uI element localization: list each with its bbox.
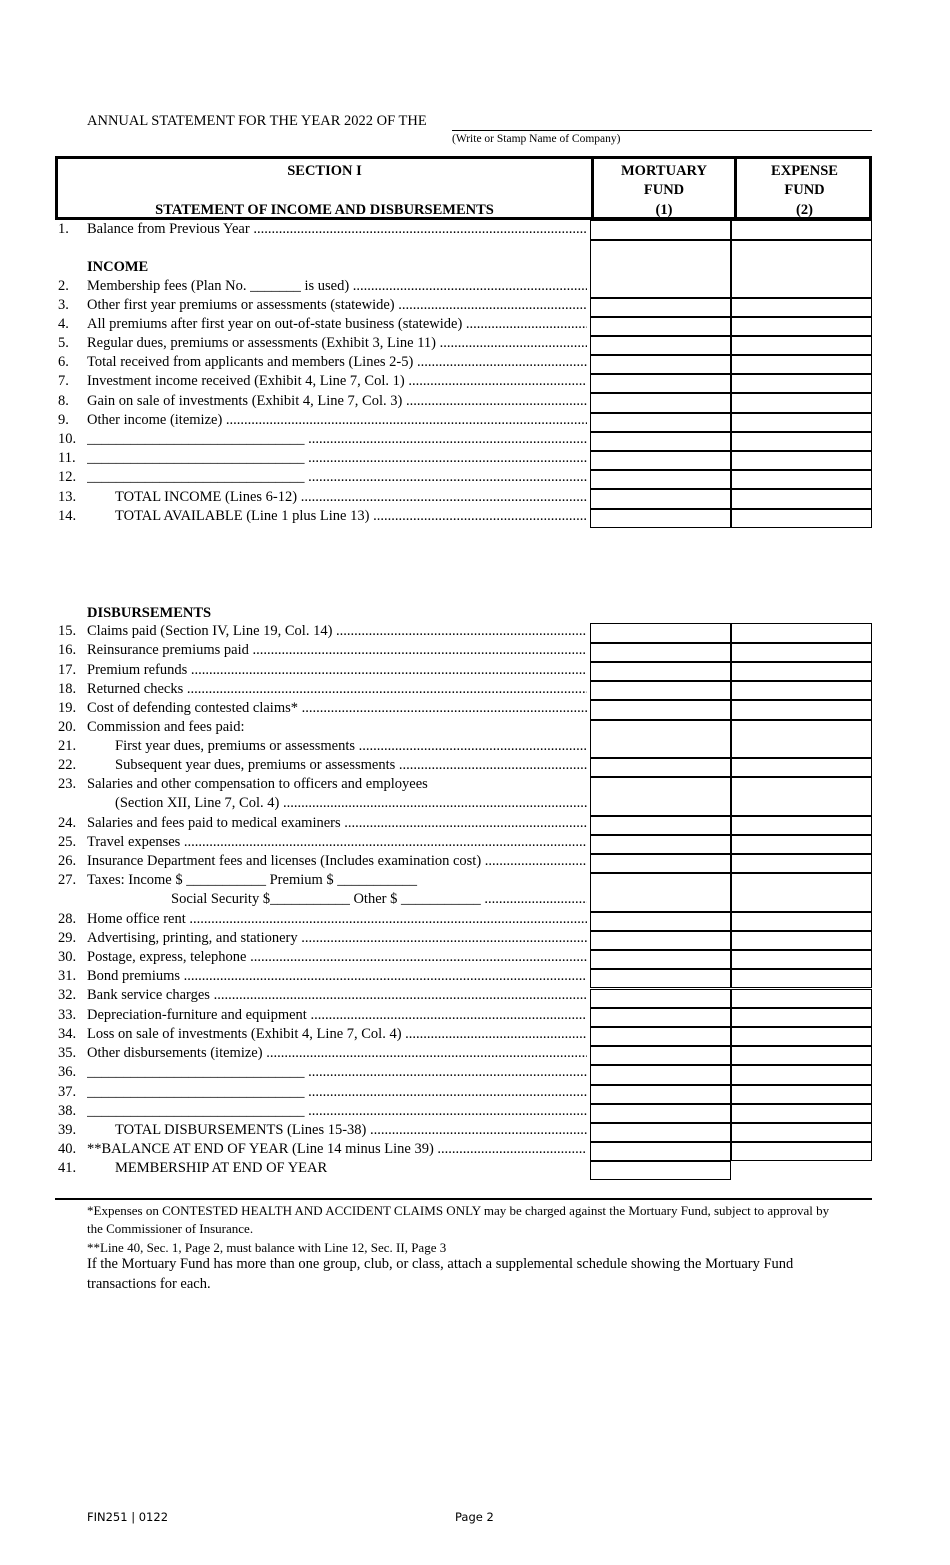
expense-fund-disbursement-cell[interactable] [731, 1008, 872, 1027]
mortuary-fund-disbursement-cell[interactable] [590, 758, 731, 777]
mortuary-fund-income-cell[interactable] [590, 509, 731, 528]
mortuary-fund-disbursement-cell[interactable] [590, 854, 731, 873]
expense-fund-disbursement-cell[interactable] [731, 1142, 872, 1161]
line-number: 34. [58, 1026, 77, 1042]
line-number: 8. [58, 393, 69, 409]
expense-fund-income-cell[interactable] [731, 355, 872, 374]
line-label: Gain on sale of investments (Exhibit 4, Line 7, Col. 3) ..... [87, 393, 587, 410]
line-number: 33. [58, 1007, 77, 1023]
line-label: TOTAL INCOME (Lines 6-12) ..... [115, 489, 587, 506]
line-number: 22. [58, 757, 77, 773]
expense-fund-income-cell[interactable] [731, 489, 872, 509]
line-label: ______________________________ ..... [87, 431, 587, 448]
expense-fund-income-cell[interactable] [731, 509, 872, 528]
line-number: 1. [58, 221, 69, 237]
line-label: Salaries and fees paid to medical examiners ..... [87, 815, 587, 832]
form-id: FIN251 | 0122 [87, 1510, 169, 1524]
expense-fund-disbursement-cell[interactable] [731, 1027, 872, 1046]
line-label: Membership fees (Plan No. _______ is used) ..... [87, 278, 587, 295]
disbursements-heading: DISBURSEMENTS [87, 605, 212, 621]
mortuary-fund-disbursement-cell[interactable] [590, 1104, 731, 1123]
expense-fund-disbursement-cell[interactable] [731, 1046, 872, 1065]
section-title: SECTION I [287, 163, 362, 179]
expense-fund-disbursement-cell[interactable] [731, 950, 872, 969]
mortuary-fund-income-cell[interactable] [590, 470, 731, 489]
line-label: Depreciation-furniture and equipment ..... [87, 1007, 587, 1024]
expense-fund-disbursement-cell[interactable] [731, 1123, 872, 1142]
line-label: Advertising, printing, and stationery ..... [87, 930, 587, 947]
mortuary-fund-disbursement-cell[interactable] [590, 1065, 731, 1085]
company-name-caption: (Write or Stamp Name of Company) [452, 133, 621, 145]
line-number: 24. [58, 815, 77, 831]
expense-fund-disbursement-cell[interactable] [731, 681, 872, 700]
mortuary-fund-disbursement-cell[interactable] [590, 950, 731, 969]
expense-fund-disbursement-cell[interactable] [731, 912, 872, 931]
mortuary-fund-disbursement-cell[interactable] [590, 969, 731, 988]
mortuary-fund-income-cell[interactable] [590, 374, 731, 393]
expense-fund-income-cell[interactable] [731, 432, 872, 451]
line-number: 4. [58, 316, 69, 332]
expense-fund-income-cell[interactable] [731, 336, 872, 355]
line-label: Total received from applicants and members (Lines 2-5) ..... [87, 354, 587, 371]
line-label: Postage, express, telephone ..... [87, 949, 587, 966]
line-number: 26. [58, 853, 77, 869]
line-number: 36. [58, 1064, 77, 1080]
expense-fund-income-cell[interactable] [731, 298, 872, 317]
line-label: Salaries and other compensation to officers and employees [87, 776, 428, 792]
line-label: Returned checks ..... [87, 681, 587, 698]
line-number: 40. [58, 1141, 77, 1157]
line-label: Loss on sale of investments (Exhibit 4, Line 7, Col. 4) ..... [87, 1026, 587, 1043]
line-label: Bank service charges ..... [87, 987, 587, 1004]
line-number: 11. [58, 450, 76, 466]
company-name-line[interactable] [452, 130, 872, 131]
expense-fund-disbursement-cell[interactable] [731, 816, 872, 835]
line-number: 13. [58, 489, 77, 505]
mortuary-fund-disbursement-cell[interactable] [590, 835, 731, 854]
mortuary-fund-disbursement-cell[interactable] [590, 989, 731, 1008]
line-label: All premiums after first year on out-of-state business (statewide) ..... [87, 316, 587, 333]
line-number: 20. [58, 719, 77, 735]
expense-fund-income-cell[interactable] [731, 413, 872, 432]
expense-fund-disbursement-cell[interactable] [731, 873, 872, 912]
expense-fund-income-cell[interactable] [731, 240, 872, 298]
line-number: 9. [58, 412, 69, 428]
mortuary-fund-disbursement-cell[interactable] [590, 720, 731, 758]
mortuary-fund-income-cell[interactable] [590, 489, 731, 509]
line-label: First year dues, premiums or assessments ..... [115, 738, 587, 755]
line-label: Home office rent ..... [87, 911, 587, 928]
expense-fund-income-cell[interactable] [731, 393, 872, 413]
line-number: 17. [58, 662, 77, 678]
line-number: 30. [58, 949, 77, 965]
mortuary-fund-income-cell[interactable] [590, 336, 731, 355]
line-number: 16. [58, 642, 77, 658]
page-number: Page 2 [455, 1510, 494, 1524]
line-label: Commission and fees paid: [87, 719, 245, 735]
line-number: 25. [58, 834, 77, 850]
expense-fund-disbursement-cell[interactable] [731, 720, 872, 758]
line-number: 31. [58, 968, 77, 984]
line-number: 7. [58, 373, 69, 389]
line-number: 39. [58, 1122, 77, 1138]
expense-fund-income-cell[interactable] [731, 220, 872, 240]
footnote-contested-claims: *Expenses on CONTESTED HEALTH AND ACCIDENT CLAIMS ONLY may be charged against the Mortuary Fund, subject to approval by the Commissioner of Insurance. [87, 1203, 830, 1236]
mortuary-fund-income-cell[interactable] [590, 355, 731, 374]
line-label: Investment income received (Exhibit 4, Line 7, Col. 1) ..... [87, 373, 587, 390]
expense-fund-disbursement-cell[interactable] [731, 777, 872, 816]
line-number: 35. [58, 1045, 77, 1061]
table-header [55, 156, 872, 220]
line-label: MEMBERSHIP AT END OF YEAR [115, 1160, 328, 1176]
line-label: ______________________________ ..... [87, 469, 587, 486]
line-number: 28. [58, 911, 77, 927]
line-label: Cost of defending contested claims* ..... [87, 700, 587, 717]
line-label: ______________________________ ..... [87, 450, 587, 467]
mortuary-fund-disbursement-cell[interactable] [590, 1161, 731, 1180]
footnote-balance: **Line 40, Sec. 1, Page 2, must balance with Line 12, Sec. II, Page 3 [87, 1240, 447, 1255]
line-label: Bond premiums ..... [87, 968, 587, 985]
line-label: Premium refunds ..... [87, 662, 587, 679]
line-number: 3. [58, 297, 69, 313]
expense-fund-disbursement-cell[interactable] [731, 854, 872, 873]
line-label: Social Security $___________ Other $ ___________ ..... [171, 891, 587, 908]
mortuary-fund-income-cell[interactable] [590, 220, 731, 240]
line-number: 5. [58, 335, 69, 351]
line-label: Taxes: Income $ ___________ Premium $ ___________ [87, 872, 418, 888]
expense-fund-disbursement-cell[interactable] [731, 1085, 872, 1104]
mortuary-fund-disbursement-cell[interactable] [590, 931, 731, 950]
mortuary-fund-disbursement-cell[interactable] [590, 777, 731, 816]
line-label: **BALANCE AT END OF YEAR (Line 14 minus Line 39) ..... [87, 1141, 587, 1158]
line-number: 12. [58, 469, 77, 485]
mortuary-fund-disbursement-cell[interactable] [590, 1027, 731, 1046]
mortuary-fund-disbursement-cell[interactable] [590, 681, 731, 700]
line-number: 41. [58, 1160, 77, 1176]
expense-fund-disbursement-cell[interactable] [731, 662, 872, 681]
mortuary-fund-income-cell[interactable] [590, 413, 731, 432]
mortuary-fund-income-cell[interactable] [590, 317, 731, 336]
expense-fund-disbursement-cell[interactable] [731, 623, 872, 643]
mortuary-fund-income-cell[interactable] [590, 240, 731, 298]
mortuary-fund-disbursement-cell[interactable] [590, 816, 731, 835]
line-label: ______________________________ ..... [87, 1084, 587, 1101]
expense-fund-income-cell[interactable] [731, 374, 872, 393]
notes-divider [55, 1198, 872, 1200]
mortuary-fund-disbursement-cell[interactable] [590, 873, 731, 912]
line-label: (Section XII, Line 7, Col. 4) ..... [115, 795, 587, 812]
line-label: TOTAL AVAILABLE (Line 1 plus Line 13) ..... [115, 508, 587, 525]
expense-fund-disbursement-cell[interactable] [731, 758, 872, 777]
mortuary-fund-instruction: If the Mortuary Fund has more than one group, club, or class, attach a supplemental schedule showing the Mortuary Fund transactions for each. [87, 1256, 794, 1292]
expense-fund-disbursement-cell[interactable] [731, 1104, 872, 1123]
income-heading: INCOME [87, 259, 149, 275]
expense-fund-disbursement-cell[interactable] [731, 969, 872, 988]
line-number: 14. [58, 508, 77, 524]
mortuary-fund-disbursement-cell[interactable] [590, 700, 731, 720]
line-number: 18. [58, 681, 77, 697]
line-label: ______________________________ ..... [87, 1103, 587, 1120]
line-label: Claims paid (Section IV, Line 19, Col. 14) ..... [87, 623, 587, 640]
mortuary-fund-disbursement-cell[interactable] [590, 643, 731, 662]
mortuary-fund-income-cell[interactable] [590, 393, 731, 413]
line-number: 6. [58, 354, 69, 370]
mortuary-fund-disbursement-cell[interactable] [590, 1085, 731, 1104]
expense-fund-income-cell[interactable] [731, 451, 872, 470]
expense-fund-income-cell[interactable] [731, 470, 872, 489]
expense-fund-disbursement-cell[interactable] [731, 835, 872, 854]
line-label: Other income (itemize) ..... [87, 412, 587, 429]
line-label: Travel expenses ..... [87, 834, 587, 851]
mortuary-fund-disbursement-cell[interactable] [590, 623, 731, 643]
line-label: Other disbursements (itemize) ..... [87, 1045, 587, 1062]
mortuary-fund-income-cell[interactable] [590, 298, 731, 317]
expense-fund-disbursement-cell[interactable] [731, 643, 872, 662]
mortuary-fund-disbursement-cell[interactable] [590, 1123, 731, 1142]
line-label: Balance from Previous Year ..... [87, 221, 587, 238]
mortuary-fund-disbursement-cell[interactable] [590, 1046, 731, 1065]
expense-fund-disbursement-cell[interactable] [731, 989, 872, 1008]
line-number: 2. [58, 278, 69, 294]
expense-fund-header: EXPENSE FUND (2) [734, 159, 872, 217]
mortuary-fund-disbursement-cell[interactable] [590, 662, 731, 681]
header-label-cell [58, 159, 591, 217]
line-number: 29. [58, 930, 77, 946]
expense-fund-disbursement-cell[interactable] [731, 700, 872, 720]
line-label: ______________________________ ..... [87, 1064, 587, 1081]
mortuary-fund-income-cell[interactable] [590, 432, 731, 451]
line-label: Reinsurance premiums paid ..... [87, 642, 587, 659]
line-number: 37. [58, 1084, 77, 1100]
expense-fund-disbursement-cell[interactable] [731, 931, 872, 950]
line-number: 19. [58, 700, 77, 716]
section-subtitle: STATEMENT OF INCOME AND DISBURSEMENTS [155, 202, 494, 218]
line-number: 38. [58, 1103, 77, 1119]
mortuary-fund-income-cell[interactable] [590, 451, 731, 470]
mortuary-fund-disbursement-cell[interactable] [590, 912, 731, 931]
line-number: 21. [58, 738, 77, 754]
mortuary-fund-header: MORTUARY FUND (1) [591, 159, 734, 217]
line-label: Subsequent year dues, premiums or assessments ..... [115, 757, 587, 774]
statement-title: ANNUAL STATEMENT FOR THE YEAR 2022 OF THE [87, 113, 427, 129]
expense-fund-disbursement-cell[interactable] [731, 1065, 872, 1085]
line-number: 10. [58, 431, 77, 447]
mortuary-fund-disbursement-cell[interactable] [590, 1008, 731, 1027]
line-label: Other first year premiums or assessments (statewide) ..... [87, 297, 587, 314]
line-number: 32. [58, 987, 77, 1003]
line-label: Regular dues, premiums or assessments (Exhibit 3, Line 11) ..... [87, 335, 587, 352]
line-label: Insurance Department fees and licenses (Includes examination cost) ..... [87, 853, 587, 870]
line-number: 27. [58, 872, 77, 888]
expense-fund-income-cell[interactable] [731, 317, 872, 336]
line-number: 15. [58, 623, 77, 639]
line-number: 23. [58, 776, 77, 792]
mortuary-fund-disbursement-cell[interactable] [590, 1142, 731, 1161]
line-label: TOTAL DISBURSEMENTS (Lines 15-38) ..... [115, 1122, 587, 1139]
